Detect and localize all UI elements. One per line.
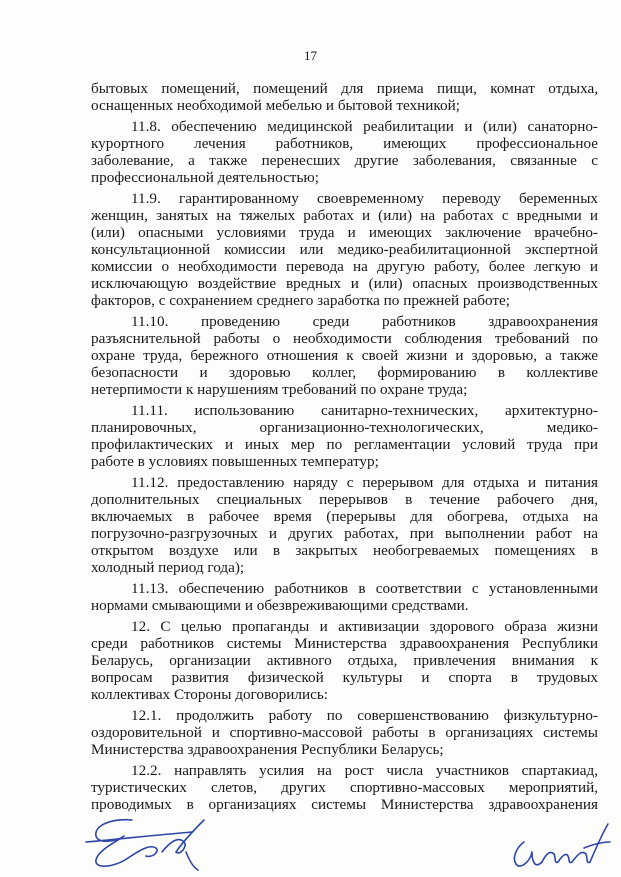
text-line: 11.10. проведению среди работников здравоохранения: [131, 313, 598, 330]
text-line: планировочных, организационно-технологических, медико-: [91, 419, 598, 436]
page-number: 17: [304, 48, 317, 63]
text-line: дополнительных специальных перерывов в течение рабочего дня,: [91, 491, 598, 508]
text-line: 11.12. предоставлению наряду с перерывом для отдыха и питания: [131, 474, 598, 491]
text-line: оздоровительной и спортивно-массовой работы в организациях системы: [91, 724, 598, 741]
text-line: бытовых помещений, помещений для приема пищи, комнат отдыха,: [91, 80, 598, 97]
text-line: коллективах Стороны договорились:: [91, 686, 328, 703]
text-line: Беларусь, организации активного отдыха, привлечения внимания к: [91, 652, 598, 669]
text-line: вопросам развития физической культуры и спорта в трудовых: [91, 669, 598, 686]
text-line: нетерпимости к нарушениям требований по охране труда;: [91, 381, 468, 398]
text-line: консультационной комиссии или медико-реабилитационной экспертной: [91, 241, 598, 258]
text-line: 12.2. направлять усилия на рост числа участников спартакиад,: [131, 762, 598, 779]
text-line: 11.9. гарантированному своевременному переводу беременных: [131, 190, 598, 207]
text-line: включаемых в рабочее время (перерывы для обогрева, отдыха на: [91, 508, 598, 525]
text-line: комиссии о необходимости перевода на другую работу, более легкую и: [91, 258, 598, 275]
text-line: 12.1. продолжить работу по совершенствованию физкультурно-: [131, 707, 598, 724]
text-line: погрузочно-разгрузочных и других работах, при выполнении работ на: [91, 525, 598, 542]
text-line: 12. С целью пропаганды и активизации здорового образа жизни: [131, 618, 598, 635]
text-line: профилактических и иных мер по регламентации условий труда при: [91, 436, 598, 453]
text-line: профессиональной деятельностью;: [91, 169, 319, 186]
text-line: 11.13. обеспечению работников в соответствии с установленными: [131, 580, 598, 597]
text-line: охране труда, бережного отношения к своей жизни и здоровью, а также: [91, 347, 598, 364]
text-line: холодный период года);: [91, 559, 245, 576]
signature-left-icon: [80, 812, 230, 874]
text-line: Министерства здравоохранения Республики Беларусь;: [91, 741, 444, 758]
text-line: безопасности и здоровью коллег, формированию в коллективе: [91, 364, 598, 381]
text-line: (или) опасными условиями труда и имеющих заключение врачебно-: [91, 224, 598, 241]
text-line: проводимых в организациях системы Министерства здравоохранения: [91, 796, 598, 813]
text-line: заболевание, а также перенесших другие заболевания, связанные с: [91, 152, 598, 169]
text-line: факторов, с сохранением среднего заработка по прежней работе;: [91, 292, 510, 309]
text-line: туристических слетов, других спортивно-массовых мероприятий,: [91, 779, 598, 796]
text-line: среди работников системы Министерства здравоохранения Республики: [91, 635, 598, 652]
text-line: оснащенных необходимой мебелью и бытовой техникой;: [91, 97, 460, 114]
text-line: работе в условиях повышенных температур;: [91, 453, 379, 470]
text-line: женщин, занятых на тяжелых работах и (или) на работах с вредными и: [91, 207, 598, 224]
text-line: нормами смывающими и обезвреживающими средствами.: [91, 597, 469, 614]
text-line: разъяснительной работы о необходимости соблюдения требований по: [91, 330, 598, 347]
text-line: открытом воздухе или в закрытых необогреваемых помещениях в: [91, 542, 598, 559]
signature-right-icon: [506, 818, 614, 874]
text-line: исключающую воздействие вредных и (или) опасных производственных: [91, 275, 598, 292]
text-line: 11.8. обеспечению медицинской реабилитации и (или) санаторно-: [131, 118, 598, 135]
text-line: 11.11. использованию санитарно-технических, архитектурно-: [131, 402, 598, 419]
text-line: курортного лечения работников, имеющих профессиональное: [91, 135, 598, 152]
